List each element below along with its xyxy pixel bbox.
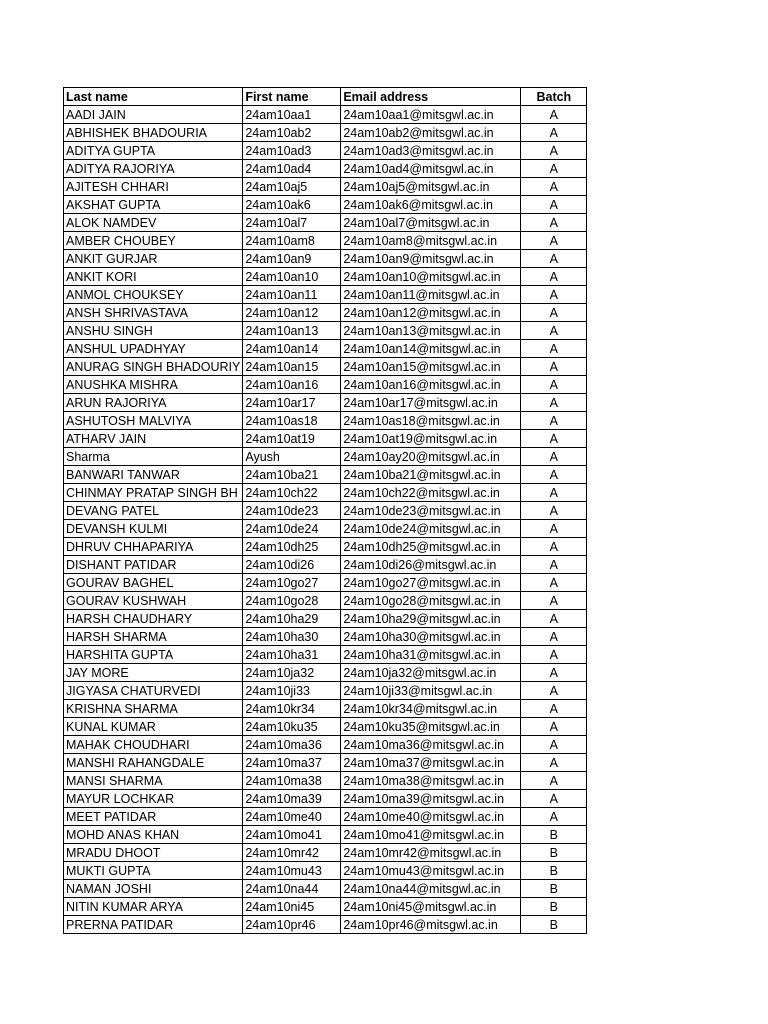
- cell-first-name: 24am10mu43: [243, 862, 341, 880]
- cell-email: 24am10kr34@mitsgwl.ac.in: [341, 700, 521, 718]
- cell-first-name: 24am10mo41: [243, 826, 341, 844]
- cell-first-name: 24am10aa1: [243, 106, 341, 124]
- cell-batch: B: [521, 826, 587, 844]
- cell-last-name: JIGYASA CHATURVEDI: [64, 682, 243, 700]
- table-row: [64, 682, 587, 700]
- cell-batch: A: [521, 232, 587, 250]
- cell-first-name: 24am10an16: [243, 376, 341, 394]
- cell-last-name: ASHUTOSH MALVIYA: [64, 412, 243, 430]
- cell-batch: A: [521, 358, 587, 376]
- header-row: [64, 88, 587, 106]
- cell-batch: A: [521, 376, 587, 394]
- header-first-name: First name: [243, 88, 341, 106]
- cell-email: 24am10pr46@mitsgwl.ac.in: [341, 916, 521, 934]
- table-row: [64, 466, 587, 484]
- cell-first-name: 24am10an10: [243, 268, 341, 286]
- table-row: [64, 124, 587, 142]
- cell-first-name: 24am10an12: [243, 304, 341, 322]
- cell-last-name: MANSI SHARMA: [64, 772, 243, 790]
- cell-last-name: Sharma: [64, 448, 243, 466]
- cell-email: 24am10de24@mitsgwl.ac.in: [341, 520, 521, 538]
- cell-email: 24am10ma38@mitsgwl.ac.in: [341, 772, 521, 790]
- cell-last-name: ABHISHEK BHADOURIA: [64, 124, 243, 142]
- table-row: [64, 736, 587, 754]
- cell-batch: A: [521, 196, 587, 214]
- cell-first-name: 24am10de23: [243, 502, 341, 520]
- cell-batch: A: [521, 682, 587, 700]
- cell-email: 24am10an10@mitsgwl.ac.in: [341, 268, 521, 286]
- cell-first-name: 24am10aj5: [243, 178, 341, 196]
- cell-email: 24am10ay20@mitsgwl.ac.in: [341, 448, 521, 466]
- cell-first-name: 24am10an14: [243, 340, 341, 358]
- cell-last-name: ANKIT KORI: [64, 268, 243, 286]
- cell-last-name: ANURAG SINGH BHADOURIY: [64, 358, 243, 376]
- table-row: [64, 232, 587, 250]
- cell-email: 24am10mo41@mitsgwl.ac.in: [341, 826, 521, 844]
- cell-first-name: 24am10ha29: [243, 610, 341, 628]
- table-row: [64, 790, 587, 808]
- cell-last-name: ALOK NAMDEV: [64, 214, 243, 232]
- cell-batch: B: [521, 916, 587, 934]
- table-row: [64, 772, 587, 790]
- cell-last-name: JAY MORE: [64, 664, 243, 682]
- cell-first-name: 24am10ar17: [243, 394, 341, 412]
- cell-last-name: DISHANT PATIDAR: [64, 556, 243, 574]
- cell-email: 24am10me40@mitsgwl.ac.in: [341, 808, 521, 826]
- cell-batch: B: [521, 898, 587, 916]
- table-row: [64, 880, 587, 898]
- cell-batch: A: [521, 556, 587, 574]
- cell-last-name: NAMAN JOSHI: [64, 880, 243, 898]
- table-row: [64, 898, 587, 916]
- cell-last-name: MAHAK CHOUDHARI: [64, 736, 243, 754]
- cell-email: 24am10an13@mitsgwl.ac.in: [341, 322, 521, 340]
- table-row: [64, 412, 587, 430]
- table-row: [64, 448, 587, 466]
- cell-batch: A: [521, 538, 587, 556]
- cell-email: 24am10at19@mitsgwl.ac.in: [341, 430, 521, 448]
- cell-batch: A: [521, 772, 587, 790]
- cell-batch: A: [521, 466, 587, 484]
- cell-first-name: 24am10de24: [243, 520, 341, 538]
- cell-batch: A: [521, 664, 587, 682]
- cell-email: 24am10an16@mitsgwl.ac.in: [341, 376, 521, 394]
- cell-email: 24am10am8@mitsgwl.ac.in: [341, 232, 521, 250]
- cell-last-name: AMBER CHOUBEY: [64, 232, 243, 250]
- cell-first-name: 24am10an13: [243, 322, 341, 340]
- table-row: [64, 376, 587, 394]
- cell-last-name: MAYUR LOCHKAR: [64, 790, 243, 808]
- table-row: [64, 268, 587, 286]
- cell-first-name: 24am10ha31: [243, 646, 341, 664]
- table-row: [64, 862, 587, 880]
- cell-last-name: NITIN KUMAR ARYA: [64, 898, 243, 916]
- cell-first-name: 24am10dh25: [243, 538, 341, 556]
- cell-batch: A: [521, 520, 587, 538]
- cell-first-name: 24am10ma38: [243, 772, 341, 790]
- table-row: [64, 340, 587, 358]
- cell-last-name: HARSH CHAUDHARY: [64, 610, 243, 628]
- cell-last-name: AJITESH CHHARI: [64, 178, 243, 196]
- table-row: [64, 718, 587, 736]
- cell-first-name: 24am10ma36: [243, 736, 341, 754]
- table-row: [64, 520, 587, 538]
- cell-batch: A: [521, 610, 587, 628]
- cell-last-name: ANMOL CHOUKSEY: [64, 286, 243, 304]
- cell-first-name: 24am10al7: [243, 214, 341, 232]
- cell-email: 24am10go28@mitsgwl.ac.in: [341, 592, 521, 610]
- cell-email: 24am10ab2@mitsgwl.ac.in: [341, 124, 521, 142]
- cell-first-name: 24am10kr34: [243, 700, 341, 718]
- cell-batch: A: [521, 178, 587, 196]
- cell-first-name: 24am10go27: [243, 574, 341, 592]
- cell-email: 24am10aa1@mitsgwl.ac.in: [341, 106, 521, 124]
- cell-last-name: MRADU DHOOT: [64, 844, 243, 862]
- cell-last-name: AKSHAT GUPTA: [64, 196, 243, 214]
- cell-email: 24am10an11@mitsgwl.ac.in: [341, 286, 521, 304]
- table-row: [64, 394, 587, 412]
- header-batch: Batch: [521, 88, 587, 106]
- header-email: Email address: [341, 88, 521, 106]
- cell-batch: B: [521, 844, 587, 862]
- cell-first-name: 24am10ma39: [243, 790, 341, 808]
- cell-last-name: MOHD ANAS KHAN: [64, 826, 243, 844]
- cell-last-name: ADITYA GUPTA: [64, 142, 243, 160]
- header-last-name: Last name: [64, 88, 243, 106]
- cell-last-name: GOURAV KUSHWAH: [64, 592, 243, 610]
- cell-first-name: 24am10ku35: [243, 718, 341, 736]
- table-row: [64, 574, 587, 592]
- cell-batch: A: [521, 790, 587, 808]
- cell-email: 24am10mu43@mitsgwl.ac.in: [341, 862, 521, 880]
- cell-email: 24am10ji33@mitsgwl.ac.in: [341, 682, 521, 700]
- cell-email: 24am10de23@mitsgwl.ac.in: [341, 502, 521, 520]
- cell-batch: A: [521, 412, 587, 430]
- cell-email: 24am10ma39@mitsgwl.ac.in: [341, 790, 521, 808]
- table-row: [64, 142, 587, 160]
- table-row: [64, 826, 587, 844]
- cell-batch: A: [521, 214, 587, 232]
- cell-batch: A: [521, 646, 587, 664]
- cell-first-name: 24am10ch22: [243, 484, 341, 502]
- table-row: [64, 916, 587, 934]
- cell-last-name: CHINMAY PRATAP SINGH BH: [64, 484, 243, 502]
- table-row: [64, 484, 587, 502]
- cell-batch: A: [521, 808, 587, 826]
- cell-last-name: DEVANSH KULMI: [64, 520, 243, 538]
- cell-email: 24am10dh25@mitsgwl.ac.in: [341, 538, 521, 556]
- cell-batch: A: [521, 106, 587, 124]
- cell-batch: A: [521, 718, 587, 736]
- cell-first-name: Ayush: [243, 448, 341, 466]
- cell-batch: A: [521, 574, 587, 592]
- cell-email: 24am10ch22@mitsgwl.ac.in: [341, 484, 521, 502]
- table-row: [64, 160, 587, 178]
- cell-first-name: 24am10ni45: [243, 898, 341, 916]
- cell-email: 24am10ha30@mitsgwl.ac.in: [341, 628, 521, 646]
- cell-email: 24am10an9@mitsgwl.ac.in: [341, 250, 521, 268]
- cell-first-name: 24am10ad4: [243, 160, 341, 178]
- cell-email: 24am10go27@mitsgwl.ac.in: [341, 574, 521, 592]
- cell-last-name: ANUSHKA MISHRA: [64, 376, 243, 394]
- cell-first-name: 24am10go28: [243, 592, 341, 610]
- cell-batch: A: [521, 160, 587, 178]
- cell-email: 24am10an12@mitsgwl.ac.in: [341, 304, 521, 322]
- cell-last-name: ADITYA RAJORIYA: [64, 160, 243, 178]
- cell-email: 24am10as18@mitsgwl.ac.in: [341, 412, 521, 430]
- cell-last-name: ATHARV JAIN: [64, 430, 243, 448]
- cell-batch: A: [521, 286, 587, 304]
- table-row: [64, 646, 587, 664]
- cell-email: 24am10ha31@mitsgwl.ac.in: [341, 646, 521, 664]
- cell-email: 24am10ak6@mitsgwl.ac.in: [341, 196, 521, 214]
- cell-last-name: GOURAV BAGHEL: [64, 574, 243, 592]
- cell-first-name: 24am10ja32: [243, 664, 341, 682]
- cell-last-name: MUKTI GUPTA: [64, 862, 243, 880]
- cell-first-name: 24am10pr46: [243, 916, 341, 934]
- cell-last-name: DHRUV CHHAPARIYA: [64, 538, 243, 556]
- cell-batch: A: [521, 268, 587, 286]
- cell-last-name: DEVANG PATEL: [64, 502, 243, 520]
- cell-first-name: 24am10ma37: [243, 754, 341, 772]
- cell-last-name: ANSHU SINGH: [64, 322, 243, 340]
- cell-first-name: 24am10mr42: [243, 844, 341, 862]
- table-row: [64, 700, 587, 718]
- cell-email: 24am10ma37@mitsgwl.ac.in: [341, 754, 521, 772]
- cell-email: 24am10ha29@mitsgwl.ac.in: [341, 610, 521, 628]
- table-row: [64, 304, 587, 322]
- table-row: [64, 844, 587, 862]
- cell-batch: B: [521, 862, 587, 880]
- cell-last-name: ANSHUL UPADHYAY: [64, 340, 243, 358]
- cell-batch: A: [521, 484, 587, 502]
- cell-first-name: 24am10ad3: [243, 142, 341, 160]
- cell-first-name: 24am10ha30: [243, 628, 341, 646]
- cell-batch: A: [521, 250, 587, 268]
- cell-batch: A: [521, 304, 587, 322]
- student-table: [63, 87, 587, 934]
- cell-batch: A: [521, 502, 587, 520]
- cell-batch: A: [521, 736, 587, 754]
- table-row: [64, 628, 587, 646]
- cell-email: 24am10ar17@mitsgwl.ac.in: [341, 394, 521, 412]
- cell-last-name: ARUN RAJORIYA: [64, 394, 243, 412]
- table-row: [64, 178, 587, 196]
- cell-email: 24am10ni45@mitsgwl.ac.in: [341, 898, 521, 916]
- cell-email: 24am10al7@mitsgwl.ac.in: [341, 214, 521, 232]
- cell-email: 24am10ad3@mitsgwl.ac.in: [341, 142, 521, 160]
- table-row: [64, 754, 587, 772]
- cell-last-name: PRERNA PATIDAR: [64, 916, 243, 934]
- cell-email: 24am10aj5@mitsgwl.ac.in: [341, 178, 521, 196]
- cell-batch: A: [521, 628, 587, 646]
- cell-first-name: 24am10at19: [243, 430, 341, 448]
- cell-first-name: 24am10am8: [243, 232, 341, 250]
- cell-batch: A: [521, 142, 587, 160]
- table-row: [64, 106, 587, 124]
- cell-last-name: AADI JAIN: [64, 106, 243, 124]
- cell-first-name: 24am10ak6: [243, 196, 341, 214]
- cell-first-name: 24am10di26: [243, 556, 341, 574]
- cell-first-name: 24am10na44: [243, 880, 341, 898]
- table-row: [64, 610, 587, 628]
- cell-first-name: 24am10ji33: [243, 682, 341, 700]
- cell-last-name: KUNAL KUMAR: [64, 718, 243, 736]
- table-row: [64, 196, 587, 214]
- table-row: [64, 214, 587, 232]
- cell-batch: A: [521, 430, 587, 448]
- table-row: [64, 556, 587, 574]
- cell-batch: A: [521, 754, 587, 772]
- cell-first-name: 24am10an9: [243, 250, 341, 268]
- table-row: [64, 808, 587, 826]
- table-row: [64, 430, 587, 448]
- cell-email: 24am10an14@mitsgwl.ac.in: [341, 340, 521, 358]
- table-row: [64, 538, 587, 556]
- cell-email: 24am10ku35@mitsgwl.ac.in: [341, 718, 521, 736]
- cell-batch: B: [521, 880, 587, 898]
- table-row: [64, 322, 587, 340]
- cell-batch: A: [521, 700, 587, 718]
- table-row: [64, 286, 587, 304]
- cell-first-name: 24am10ba21: [243, 466, 341, 484]
- table-body: [64, 106, 587, 934]
- cell-batch: A: [521, 448, 587, 466]
- cell-last-name: HARSHITA GUPTA: [64, 646, 243, 664]
- cell-last-name: MANSHI RAHANGDALE: [64, 754, 243, 772]
- table-row: [64, 502, 587, 520]
- cell-email: 24am10di26@mitsgwl.ac.in: [341, 556, 521, 574]
- cell-email: 24am10mr42@mitsgwl.ac.in: [341, 844, 521, 862]
- cell-batch: A: [521, 322, 587, 340]
- cell-last-name: KRISHNA SHARMA: [64, 700, 243, 718]
- cell-last-name: HARSH SHARMA: [64, 628, 243, 646]
- table-row: [64, 358, 587, 376]
- cell-last-name: ANKIT GURJAR: [64, 250, 243, 268]
- cell-email: 24am10ma36@mitsgwl.ac.in: [341, 736, 521, 754]
- cell-first-name: 24am10an11: [243, 286, 341, 304]
- cell-batch: A: [521, 394, 587, 412]
- cell-last-name: BANWARI TANWAR: [64, 466, 243, 484]
- cell-email: 24am10na44@mitsgwl.ac.in: [341, 880, 521, 898]
- cell-email: 24am10an15@mitsgwl.ac.in: [341, 358, 521, 376]
- table-row: [64, 250, 587, 268]
- cell-last-name: MEET PATIDAR: [64, 808, 243, 826]
- cell-last-name: ANSH SHRIVASTAVA: [64, 304, 243, 322]
- cell-email: 24am10ba21@mitsgwl.ac.in: [341, 466, 521, 484]
- table-row: [64, 664, 587, 682]
- cell-first-name: 24am10an15: [243, 358, 341, 376]
- cell-first-name: 24am10ab2: [243, 124, 341, 142]
- cell-batch: A: [521, 592, 587, 610]
- cell-first-name: 24am10as18: [243, 412, 341, 430]
- cell-email: 24am10ad4@mitsgwl.ac.in: [341, 160, 521, 178]
- cell-batch: A: [521, 124, 587, 142]
- cell-batch: A: [521, 340, 587, 358]
- cell-email: 24am10ja32@mitsgwl.ac.in: [341, 664, 521, 682]
- cell-first-name: 24am10me40: [243, 808, 341, 826]
- table-row: [64, 592, 587, 610]
